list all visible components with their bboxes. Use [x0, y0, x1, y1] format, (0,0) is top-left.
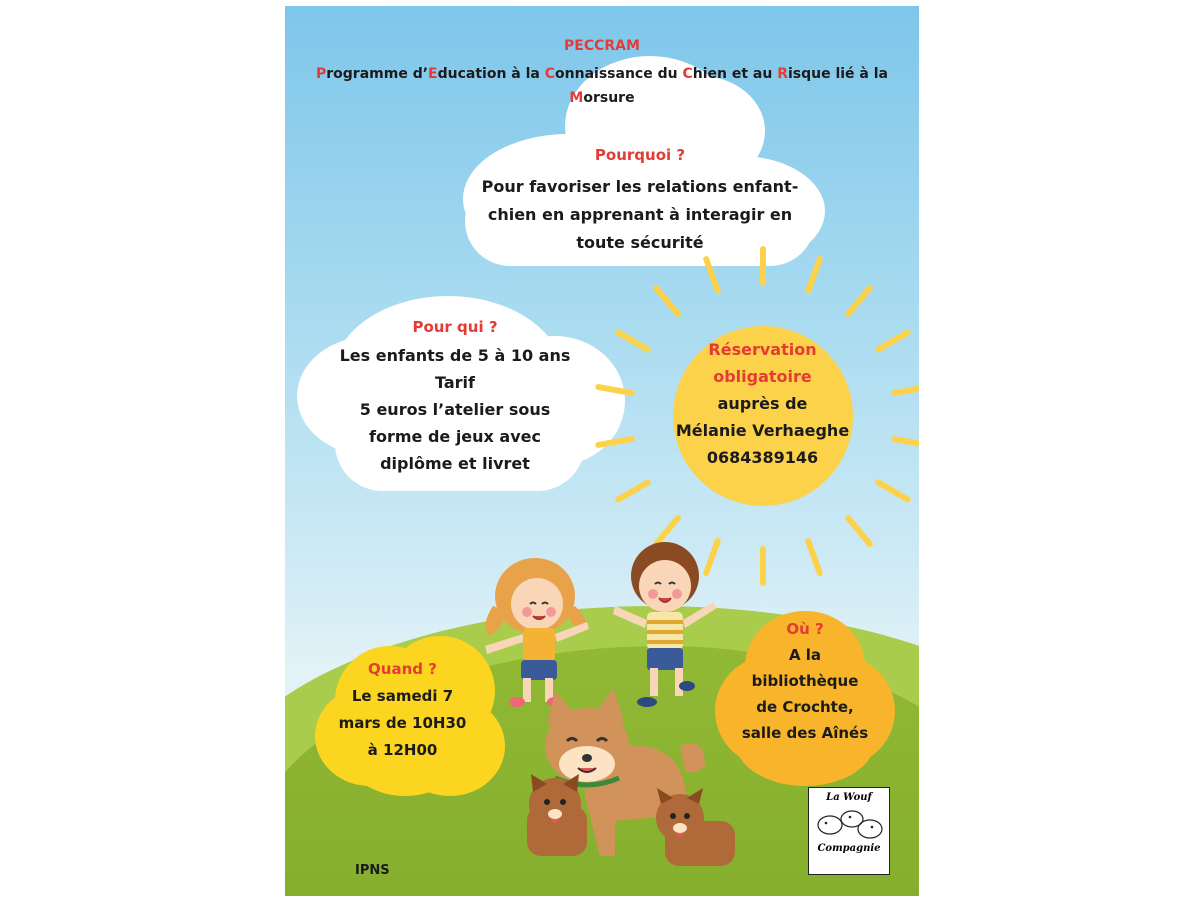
reservation-text	[655, 336, 870, 471]
subtitle-capital: C	[544, 66, 556, 82]
quand-line: Le samedi 7	[351, 687, 454, 705]
pourquoi-heading: Pourquoi ?	[594, 146, 686, 164]
reservation-line: Mélanie Verhaeghe	[675, 421, 850, 440]
subtitle-fragment: onnaissance du	[555, 66, 683, 82]
reservation-heading: obligatoire	[713, 367, 812, 386]
logo-top-text: La Wouf	[826, 792, 872, 803]
sun-ray	[844, 284, 874, 318]
girl-illustration	[485, 558, 589, 707]
subtitle-capital: R	[777, 66, 788, 82]
sun-ray	[891, 436, 919, 449]
quand-text	[310, 656, 495, 764]
sun-ray	[614, 478, 652, 503]
kids-and-dogs-illustration	[475, 536, 755, 876]
logo-la-wouf-compagnie	[808, 787, 890, 875]
subtitle-fragment: orsure	[583, 90, 635, 106]
sun-ray	[805, 255, 824, 295]
pour-qui-line: diplôme et livret	[380, 454, 530, 473]
subtitle-capital: P	[315, 66, 327, 82]
subtitle-capital: M	[569, 90, 584, 106]
reservation-line: auprès de	[717, 394, 808, 413]
pourquoi-line: toute sécurité	[576, 233, 704, 252]
pourquoi-line: Pour favoriser les relations enfant-	[481, 177, 799, 196]
quand-line: mars de 10H30	[338, 714, 467, 732]
pourquoi-text	[455, 173, 825, 257]
subtitle-capital: C	[682, 66, 693, 82]
logo-bottom-text: Compagnie	[817, 843, 881, 854]
boy-illustration	[613, 542, 717, 707]
pourquoi-line: chien en apprenant à interagir en	[487, 205, 793, 224]
sun-ray	[614, 328, 652, 353]
ou-text	[715, 616, 895, 746]
sun-ray	[760, 546, 766, 586]
pour-qui-text	[315, 342, 595, 477]
title: PECCRAM	[564, 38, 640, 54]
sun-ray	[651, 284, 681, 318]
subtitle	[315, 62, 889, 110]
small-dog-right-illustration	[656, 788, 735, 866]
quand-heading: Quand ?	[368, 660, 437, 678]
sun-ray	[874, 328, 912, 353]
pour-qui-line: Les enfants de 5 à 10 ans	[339, 346, 571, 365]
quand-line: à 12H00	[367, 741, 438, 759]
reservation-heading: Réservation	[708, 340, 817, 359]
ou-line: A la	[788, 646, 822, 664]
sun-ray	[874, 478, 912, 503]
subtitle-fragment: isque lié à la	[787, 66, 888, 82]
ou-line: salle des Aînés	[741, 724, 869, 742]
pour-qui-line: forme de jeux avec	[369, 427, 541, 446]
subtitle-fragment: ducation à la	[437, 66, 545, 82]
sun-ray	[891, 384, 919, 397]
ou-heading: Où ?	[786, 620, 824, 638]
pour-qui-line: Tarif	[435, 373, 475, 392]
logo-dogs-icon	[810, 803, 888, 843]
footer-ipns: IPNS	[355, 863, 390, 878]
ou-line: de Crochte,	[756, 698, 854, 716]
subtitle-fragment: hien et au	[692, 66, 778, 82]
reservation-phone: 0684389146	[706, 448, 819, 467]
poster	[285, 6, 919, 896]
sun-ray	[844, 514, 874, 548]
subtitle-fragment: rogramme d’	[326, 66, 429, 82]
pour-qui-heading: Pour qui ?	[412, 318, 498, 336]
subtitle-capital: E	[428, 66, 438, 82]
ou-line: bibliothèque	[751, 672, 859, 690]
sun-ray	[805, 537, 824, 577]
pour-qui-line: 5 euros l’atelier sous	[359, 400, 551, 419]
